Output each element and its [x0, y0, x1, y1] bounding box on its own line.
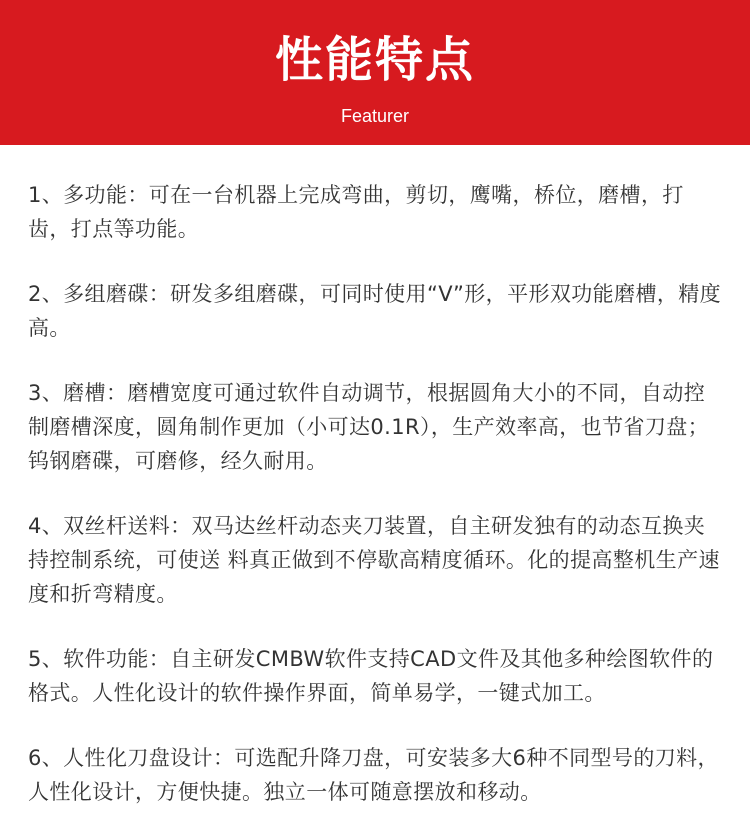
- page-subtitle: Featurer: [340, 106, 410, 126]
- feature-item-grooving: 3、磨槽：磨槽宽度可通过软件自动调节，根据圆角大小的不同，自动控制磨槽深度，圆角制作更加（小可达0.1R），生产效率高，也节省刀盘；钨钢磨碟，可磨修，经久耐用。: [28, 381, 710, 473]
- feature-item-software: 5、软件功能：自主研发CMBW软件支持CAD文件及其他多种绘图软件的格式。人性化设计的软件操作界面，简单易学，一键式加工。: [28, 647, 714, 705]
- page-title: 性能特点: [274, 32, 475, 88]
- feature-item-cutter-design: 6、人性化刀盘设计：可选配升降刀盘，可安装多大6种不同型号的刀料，人性化设计，方便快捷。独立一体可随意摆放和移动。: [28, 746, 719, 804]
- feature-item-grinding-discs: 2、多组磨碟：研发多组磨碟，可同时使用“V”形，平形双功能磨槽，精度高。: [28, 282, 722, 340]
- feature-item-multifunction: 1、多功能：可在一台机器上完成弯曲，剪切，鹰嘴，桥位，磨槽，打齿，打点等功能。: [28, 183, 684, 241]
- feature-list: [28, 178, 726, 840]
- header-banner: [0, 0, 750, 145]
- feature-item-dual-screw-feeding: 4、双丝杆送料：双马达丝杆动态夹刀装置，自主研发独有的动态互换夹持控制系统，可使送 料真正做到不停歇高精度循环。化的提高整机生产速度和折弯精度。: [28, 514, 720, 606]
